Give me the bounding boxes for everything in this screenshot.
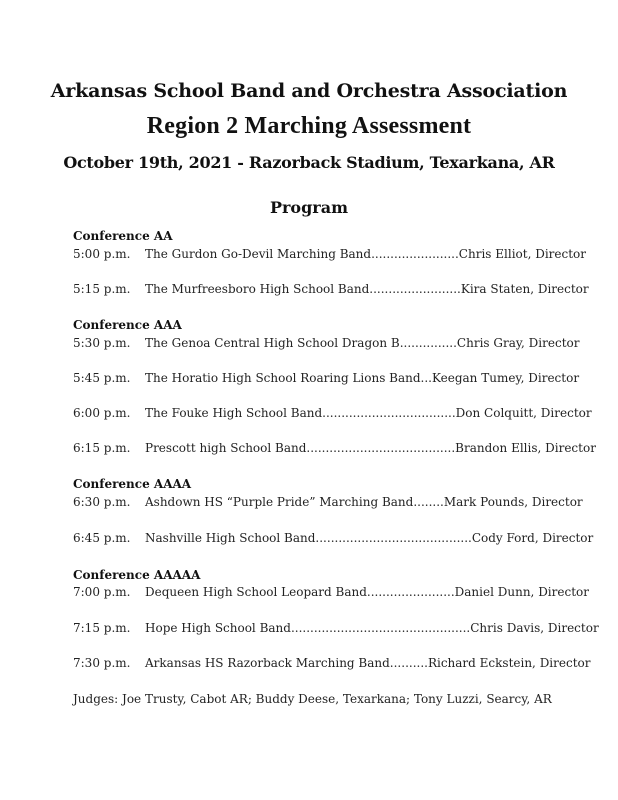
- conference-heading: Conference AAAAA: [73, 568, 201, 582]
- entry-time: 6:15 p.m.: [73, 441, 131, 455]
- date-location: October 19th, 2021 - Razorback Stadium, Texarkana, AR: [63, 153, 555, 172]
- entry-band-director: Hope High School Band...............................................Chris Davis, Director: [145, 621, 599, 635]
- conference-heading: Conference AA: [73, 229, 173, 243]
- organization-title: Arkansas School Band and Orchestra Association: [50, 80, 568, 102]
- entry-time: 6:30 p.m.: [73, 495, 131, 509]
- entry-time: 7:15 p.m.: [73, 621, 131, 635]
- section-title: Program: [269, 198, 349, 217]
- conference-heading: Conference AAA: [73, 318, 182, 332]
- entry-band-director: Prescott high School Band.......................................Brandon Ellis, Director: [145, 441, 596, 455]
- judges-line: Judges: Joe Trusty, Cabot AR; Buddy Deese, Texarkana; Tony Luzzi, Searcy, AR: [73, 692, 552, 706]
- entry-band-director: Nashville High School Band.........................................Cody Ford, Director: [145, 531, 594, 545]
- entry-time: 5:30 p.m.: [73, 336, 131, 350]
- event-title: Region 2 Marching Assessment: [146, 113, 472, 139]
- entry-band-director: The Genoa Central High School Dragon B...............Chris Gray, Director: [145, 336, 580, 350]
- entry-band-director: The Murfreesboro High School Band........................Kira Staten, Director: [145, 282, 589, 296]
- entry-time: 6:00 p.m.: [73, 406, 131, 420]
- entry-time: 5:00 p.m.: [73, 247, 131, 261]
- entry-band-director: The Fouke High School Band...................................Don Colquitt, Director: [145, 406, 592, 420]
- entry-time: 6:45 p.m.: [73, 531, 131, 545]
- entry-band-director: Dequeen High School Leopard Band.......................Daniel Dunn, Director: [145, 585, 589, 599]
- entry-time: 5:45 p.m.: [73, 371, 131, 385]
- entry-band-director: The Horatio High School Roaring Lions Band...Keegan Tumey, Director: [145, 371, 580, 385]
- entry-time: 7:30 p.m.: [73, 656, 131, 670]
- entry-band-director: The Gurdon Go-Devil Marching Band.......................Chris Elliot, Director: [145, 247, 587, 261]
- entry-time: 7:00 p.m.: [73, 585, 131, 599]
- conference-heading: Conference AAAA: [73, 477, 192, 491]
- entry-time: 5:15 p.m.: [73, 282, 131, 296]
- entry-band-director: Arkansas HS Razorback Marching Band..........Richard Eckstein, Director: [145, 656, 591, 670]
- entry-band-director: Ashdown HS “Purple Pride” Marching Band........Mark Pounds, Director: [145, 495, 583, 509]
